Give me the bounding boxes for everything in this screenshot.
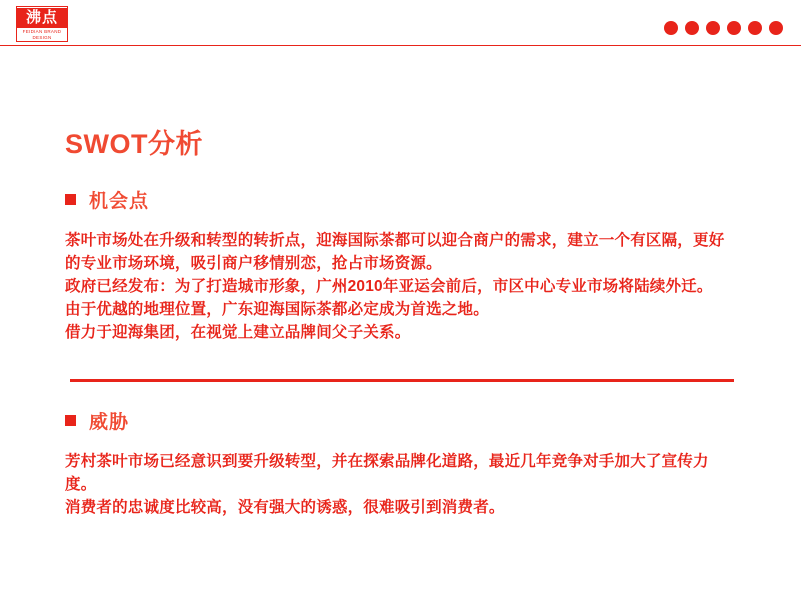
paragraph: 消费者的忠诚度比较高，没有强大的诱惑，很难吸引到消费者。 bbox=[65, 499, 505, 516]
header-dot-group bbox=[664, 21, 783, 35]
header-dot-icon bbox=[727, 21, 741, 35]
square-bullet-icon bbox=[65, 415, 76, 426]
paragraph: 借力于迎海集团，在视觉上建立品牌间父子关系。 bbox=[65, 324, 411, 341]
paragraph: 茶叶市场处在升级和转型的转折点，迎海国际茶都可以迎合商户的需求，建立一个有区隔，更好的专业市场环境，吸引商户移情别恋，抢占市场资源。 bbox=[65, 232, 725, 272]
section-threat-body bbox=[65, 450, 725, 519]
slide-header bbox=[0, 0, 801, 46]
header-dot-icon bbox=[664, 21, 678, 35]
section-opportunity bbox=[65, 186, 725, 344]
header-dot-icon bbox=[769, 21, 783, 35]
section-threat-header bbox=[65, 407, 725, 434]
brand-logo-subtext: FEIDIAN BRAND DESIGN bbox=[22, 29, 62, 40]
header-dot-icon bbox=[748, 21, 762, 35]
header-dot-icon bbox=[685, 21, 699, 35]
brand-logo bbox=[16, 6, 68, 42]
brand-logo-text: 沸点 bbox=[17, 8, 67, 28]
paragraph: 芳村茶叶市场已经意识到要升级转型，并在探索品牌化道路，最近几年竞争对手加大了宣传力度。 bbox=[65, 453, 709, 493]
section-opportunity-header bbox=[65, 186, 725, 213]
paragraph: 政府已经发布：为了打造城市形象，广州2010年亚运会前后，市区中心专业市场将陆续外迁。由于优越的地理位置，广东迎海国际茶都必定成为首选之地。 bbox=[65, 278, 713, 318]
header-dot-icon bbox=[706, 21, 720, 35]
page-title: SWOT分析 bbox=[65, 129, 203, 159]
header-divider bbox=[0, 45, 801, 46]
section-divider bbox=[70, 379, 734, 382]
section-opportunity-body bbox=[65, 229, 725, 344]
section-threat-label: 威胁 bbox=[89, 412, 130, 433]
square-bullet-icon bbox=[65, 194, 76, 205]
section-opportunity-label: 机会点 bbox=[89, 191, 150, 212]
section-threat bbox=[65, 407, 725, 519]
